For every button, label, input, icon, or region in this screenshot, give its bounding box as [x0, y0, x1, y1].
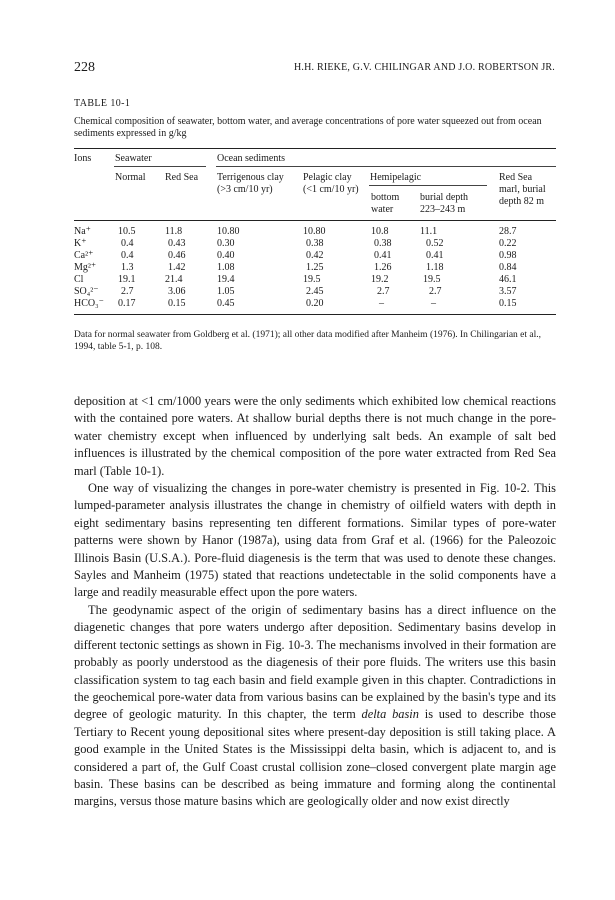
header-hemipelagic: Hemipelagic: [370, 172, 422, 183]
value-cell: 1.08: [217, 262, 235, 273]
ion-cell: SO₄²⁻: [74, 286, 99, 297]
value-cell: 1.26: [374, 262, 392, 273]
ion-cell: Cl: [74, 274, 84, 285]
value-cell: 0.43: [168, 238, 186, 249]
value-cell: 2.7: [121, 286, 134, 297]
ion-cell: HCO₃⁻: [74, 298, 104, 309]
running-header: [74, 60, 555, 76]
header-burial-line2: 223–243 m: [420, 204, 466, 215]
value-cell: 1.3: [121, 262, 134, 273]
table-footnote: Data for normal seawater from Goldberg et al. (1971); all other data modified after Manheim (1976). In Chilingarian et al., 1994, table 5-1, p. 108.: [74, 330, 542, 352]
value-cell: 28.7: [499, 226, 517, 237]
value-cell: 0.52: [426, 238, 444, 249]
page-number: 228: [74, 60, 95, 75]
table-top-rule: [74, 148, 556, 149]
ion-cell: Na⁺: [74, 226, 91, 237]
paragraph-text: is used to describe those Tertiary to Recent young depositional sites where present-day deposition is still taking place. A good example in the United States is the Mississippi delta basin, which is adjacent to, and is considered a part of, the Gulf Coast crustal collision zone–closed convergent plate margin age basin. These basins can be described as being immature and forming along the continental margins, versus those mature basins which are geologically older and now exist directly: [74, 707, 556, 809]
table-bottom-rule: [74, 314, 556, 315]
table-header-rule: [74, 220, 556, 221]
value-cell: –: [379, 298, 384, 309]
value-cell: 0.45: [217, 298, 235, 309]
value-cell: 19.5: [423, 274, 441, 285]
value-cell: 0.15: [499, 298, 517, 309]
table-caption: Chemical composition of seawater, bottom water, and average concentrations of pore water squeezed out from ocean sediments expressed in g/kg: [74, 116, 542, 139]
value-cell: 3.57: [499, 286, 517, 297]
value-cell: 0.17: [118, 298, 136, 309]
value-cell: 21.4: [165, 274, 183, 285]
header-ocean-sediments: Ocean sediments: [217, 153, 286, 164]
header-marl-line2: marl, burial: [499, 184, 546, 195]
header-terrigenous-line2: (>3 cm/10 yr): [217, 184, 273, 195]
running-authors: H.H. RIEKE, G.V. CHILINGAR AND J.O. ROBERTSON JR.: [294, 62, 555, 73]
header-red-sea: Red Sea: [165, 172, 199, 183]
value-cell: 0.41: [374, 250, 392, 261]
value-cell: 11.8: [165, 226, 183, 237]
header-bottom-line1: bottom: [371, 192, 400, 203]
value-cell: 0.22: [499, 238, 517, 249]
value-cell: 2.7: [429, 286, 442, 297]
value-cell: 19.5: [303, 274, 321, 285]
table-label: TABLE 10-1: [74, 98, 131, 109]
seawater-underline: [114, 166, 206, 167]
header-terrigenous-line1: Terrigenous clay: [217, 172, 284, 183]
value-cell: 1.05: [217, 286, 235, 297]
value-cell: 10.5: [118, 226, 136, 237]
value-cell: 0.46: [168, 250, 186, 261]
defined-term: delta basin: [361, 707, 419, 722]
value-cell: 0.41: [426, 250, 444, 261]
paragraph: [74, 602, 556, 811]
hemipelagic-underline: [369, 185, 487, 186]
header-bottom-line2: water: [371, 204, 394, 215]
header-marl-line1: Red Sea: [499, 172, 533, 183]
value-cell: 19.1: [118, 274, 136, 285]
value-cell: 1.42: [168, 262, 186, 273]
ion-cell: K⁺: [74, 238, 87, 249]
body-text: [74, 393, 556, 811]
ocean-sediments-underline: [216, 166, 556, 167]
value-cell: 10.80: [217, 226, 240, 237]
value-cell: 1.25: [306, 262, 324, 273]
value-cell: 0.42: [306, 250, 324, 261]
value-cell: 0.98: [499, 250, 517, 261]
ion-cell: Ca²⁺: [74, 250, 94, 261]
value-cell: 2.7: [377, 286, 390, 297]
value-cell: 0.4: [121, 250, 134, 261]
header-ions: Ions: [74, 153, 92, 164]
header-burial-line1: burial depth: [420, 192, 469, 203]
value-cell: 2.45: [306, 286, 324, 297]
composition-table: [74, 148, 556, 326]
value-cell: 0.20: [306, 298, 324, 309]
header-normal: Normal: [115, 172, 146, 183]
value-cell: 0.38: [374, 238, 392, 249]
value-cell: 10.8: [371, 226, 389, 237]
value-cell: 19.4: [217, 274, 235, 285]
value-cell: 3.06: [168, 286, 186, 297]
value-cell: 19.2: [371, 274, 389, 285]
value-cell: 0.84: [499, 262, 517, 273]
header-pelagic-line2: (<1 cm/10 yr): [303, 184, 359, 195]
value-cell: 0.38: [306, 238, 324, 249]
paragraph: deposition at <1 cm/1000 years were the only sediments which exhibited low chemical reactions with the contained pore waters. At shallow burial depths there is not much change in the pore-water chemistry except when influenced by underlying salt beds. An example of salt bed influences is illustrated by the chemical composition of the pore water extracted from Red Sea marl (Table 10-1).: [74, 394, 556, 478]
value-cell: 10.80: [303, 226, 326, 237]
value-cell: 0.40: [217, 250, 235, 261]
paragraph: One way of visualizing the changes in pore-water chemistry is presented in Fig. 10-2. This lumped-parameter analysis illustrates the change in chemistry of oilfield waters with depth in eight sedimentary basins representing ten different formations. Similar types of pore-water patterns were shown by Hanor (1987a), using data from Graf et al. (1966) for the Paleozoic Illinois Basin (U.S.A.). Pore-fluid diagenesis is the term that was used to denote these changes. Sayles and Manheim (1975) stated that reactions undetectable in the solid components have a large and readily measurable effect upon the pore waters.: [74, 481, 556, 600]
value-cell: 0.30: [217, 238, 235, 249]
value-cell: 0.4: [121, 238, 134, 249]
value-cell: 0.15: [168, 298, 186, 309]
paragraph-text: The geodynamic aspect of the origin of sedimentary basins has a direct influence on the diagenetic changes that pore waters undergo after deposition. Sedimentary basins develop in different tectonic settings as shown in Fig. 10-3. The mechanisms involved in their formation are probably as poorly understood as the diagenesis of their pore fluids. The writers use this basin classification system to tag each basin and field example given in this chapter. Contradictions in the geochemical pore-water data from various basins can be explained by the basin's type and its degree of geologic maturity. In this chapter, the term: [74, 602, 556, 722]
header-marl-line3: depth 82 m: [499, 196, 544, 207]
value-cell: 1.18: [426, 262, 444, 273]
value-cell: 46.1: [499, 274, 517, 285]
header-pelagic-line1: Pelagic clay: [303, 172, 352, 183]
value-cell: 11.1: [420, 226, 438, 237]
header-seawater: Seawater: [115, 153, 152, 164]
value-cell: –: [431, 298, 436, 309]
ion-cell: Mg²⁺: [74, 262, 97, 273]
